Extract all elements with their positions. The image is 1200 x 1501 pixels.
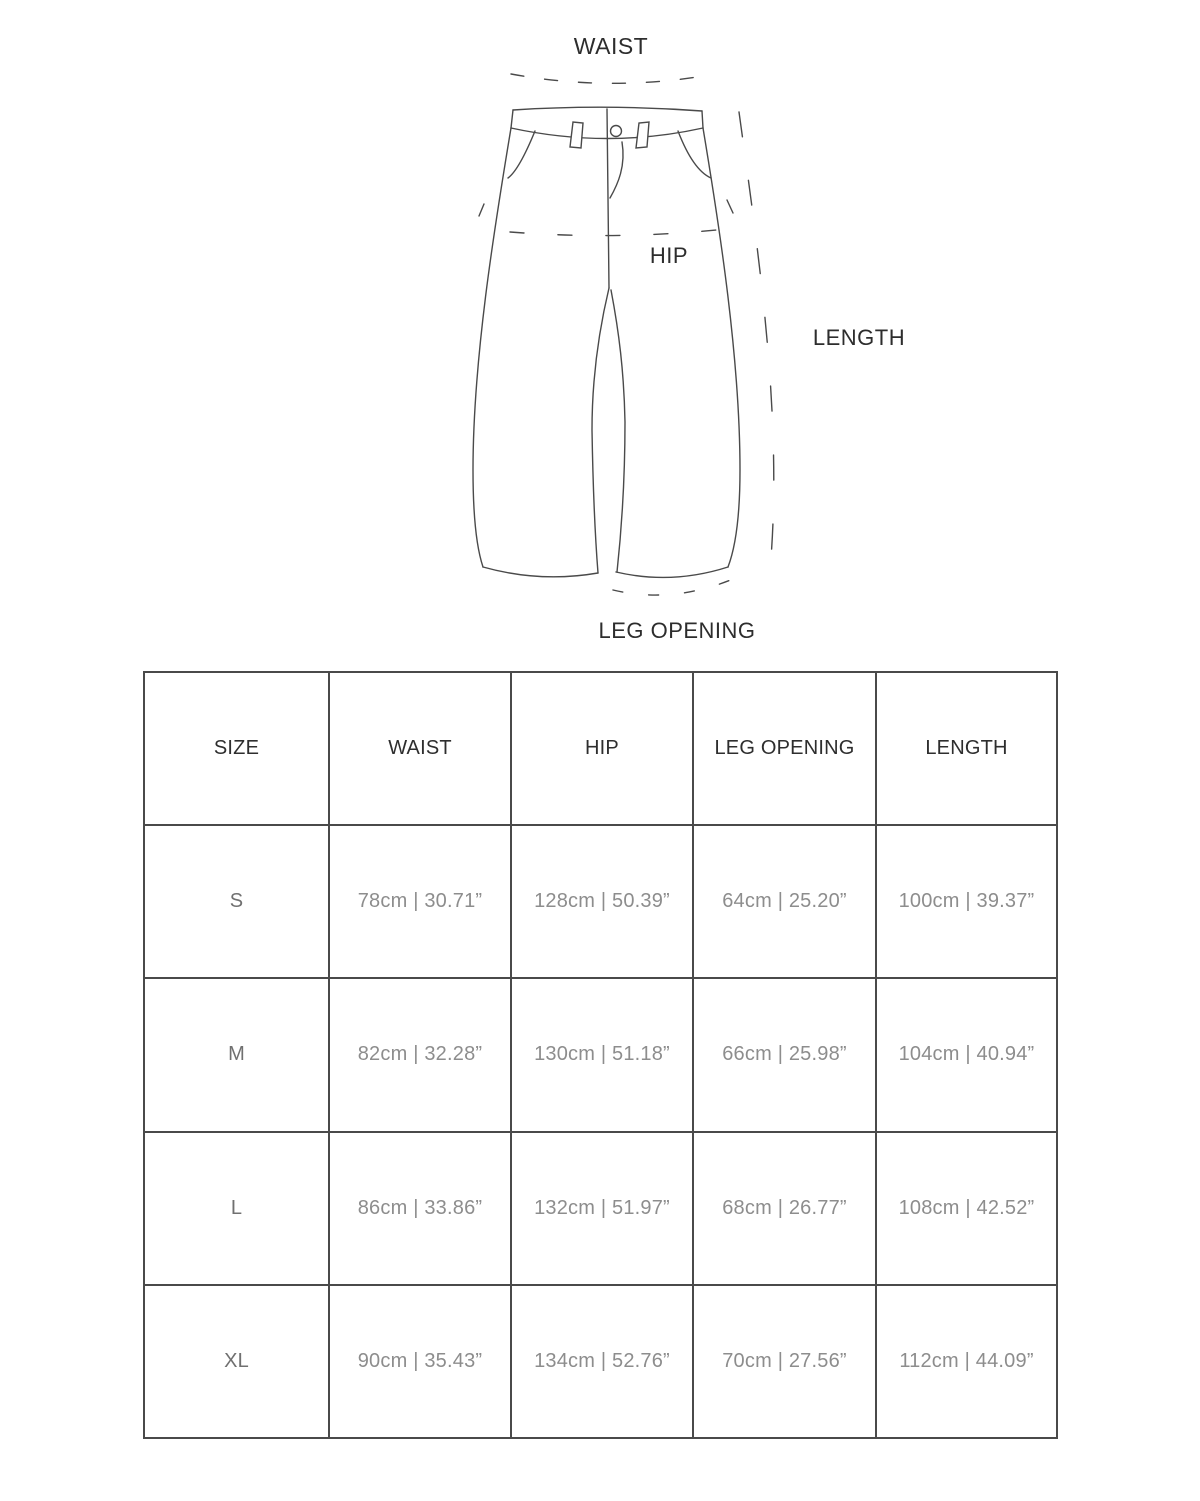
length-dashed-line (739, 112, 774, 558)
belt-loop-left (570, 122, 583, 148)
cell-leg-opening: 70cm | 27.56” (693, 1285, 876, 1438)
fly-center-line (607, 109, 609, 288)
cell-length: 112cm | 44.09” (876, 1285, 1057, 1438)
hip-tick-left (479, 204, 484, 216)
cell-size: L (144, 1132, 329, 1285)
cell-waist: 90cm | 35.43” (329, 1285, 511, 1438)
waistband-button (611, 126, 622, 137)
cell-length: 100cm | 39.37” (876, 825, 1057, 978)
length-label: LENGTH (812, 325, 906, 350)
leg-opening-dashed-line (613, 579, 733, 595)
cell-leg-opening: 64cm | 25.20” (693, 825, 876, 978)
right-outer-seam (703, 128, 740, 567)
cell-waist: 78cm | 30.71” (329, 825, 511, 978)
pants-outline (473, 107, 740, 577)
left-inseam (592, 288, 609, 573)
cell-size: XL (144, 1285, 329, 1438)
measurement-dashed-lines (479, 74, 774, 595)
leg-opening-label: LEG OPENING (598, 618, 756, 643)
hip-label: HIP (649, 243, 689, 268)
right-pocket (678, 131, 711, 178)
waist-label: WAIST (573, 33, 649, 59)
left-outer-seam (473, 128, 511, 567)
header-length: LENGTH (876, 672, 1057, 825)
size-chart-table (143, 671, 1056, 1439)
cell-hip: 128cm | 50.39” (511, 825, 693, 978)
header-leg-opening: LEG OPENING (693, 672, 876, 825)
table-row-l (144, 1132, 1057, 1285)
cell-size: M (144, 978, 329, 1131)
cell-hip: 132cm | 51.97” (511, 1132, 693, 1285)
header-size: SIZE (144, 672, 329, 825)
waistband-left-end (511, 110, 513, 128)
waistband-right-end (702, 111, 703, 128)
pants-technical-drawing (0, 0, 1200, 660)
left-hem (483, 567, 598, 577)
cell-waist: 82cm | 32.28” (329, 978, 511, 1131)
cell-length: 104cm | 40.94” (876, 978, 1057, 1131)
pants-diagram (0, 0, 1200, 660)
header-hip: HIP (511, 672, 693, 825)
hip-dashed-line (510, 230, 716, 236)
left-pocket (508, 131, 535, 178)
right-hem (616, 567, 728, 577)
cell-hip: 134cm | 52.76” (511, 1285, 693, 1438)
cell-length: 108cm | 42.52” (876, 1132, 1057, 1285)
cell-waist: 86cm | 33.86” (329, 1132, 511, 1285)
header-row (144, 672, 1057, 825)
belt-loop-right (636, 122, 649, 148)
table-row-m (144, 978, 1057, 1131)
cell-hip: 130cm | 51.18” (511, 978, 693, 1131)
cell-leg-opening: 68cm | 26.77” (693, 1132, 876, 1285)
hip-tick-right (727, 200, 733, 213)
cell-size: S (144, 825, 329, 978)
header-waist: WAIST (329, 672, 511, 825)
fly-stitch (610, 142, 623, 198)
right-inseam (611, 290, 625, 572)
table-row-xl (144, 1285, 1057, 1438)
cell-leg-opening: 66cm | 25.98” (693, 978, 876, 1131)
table-row-s (144, 825, 1057, 978)
waist-dashed-line (511, 74, 697, 83)
